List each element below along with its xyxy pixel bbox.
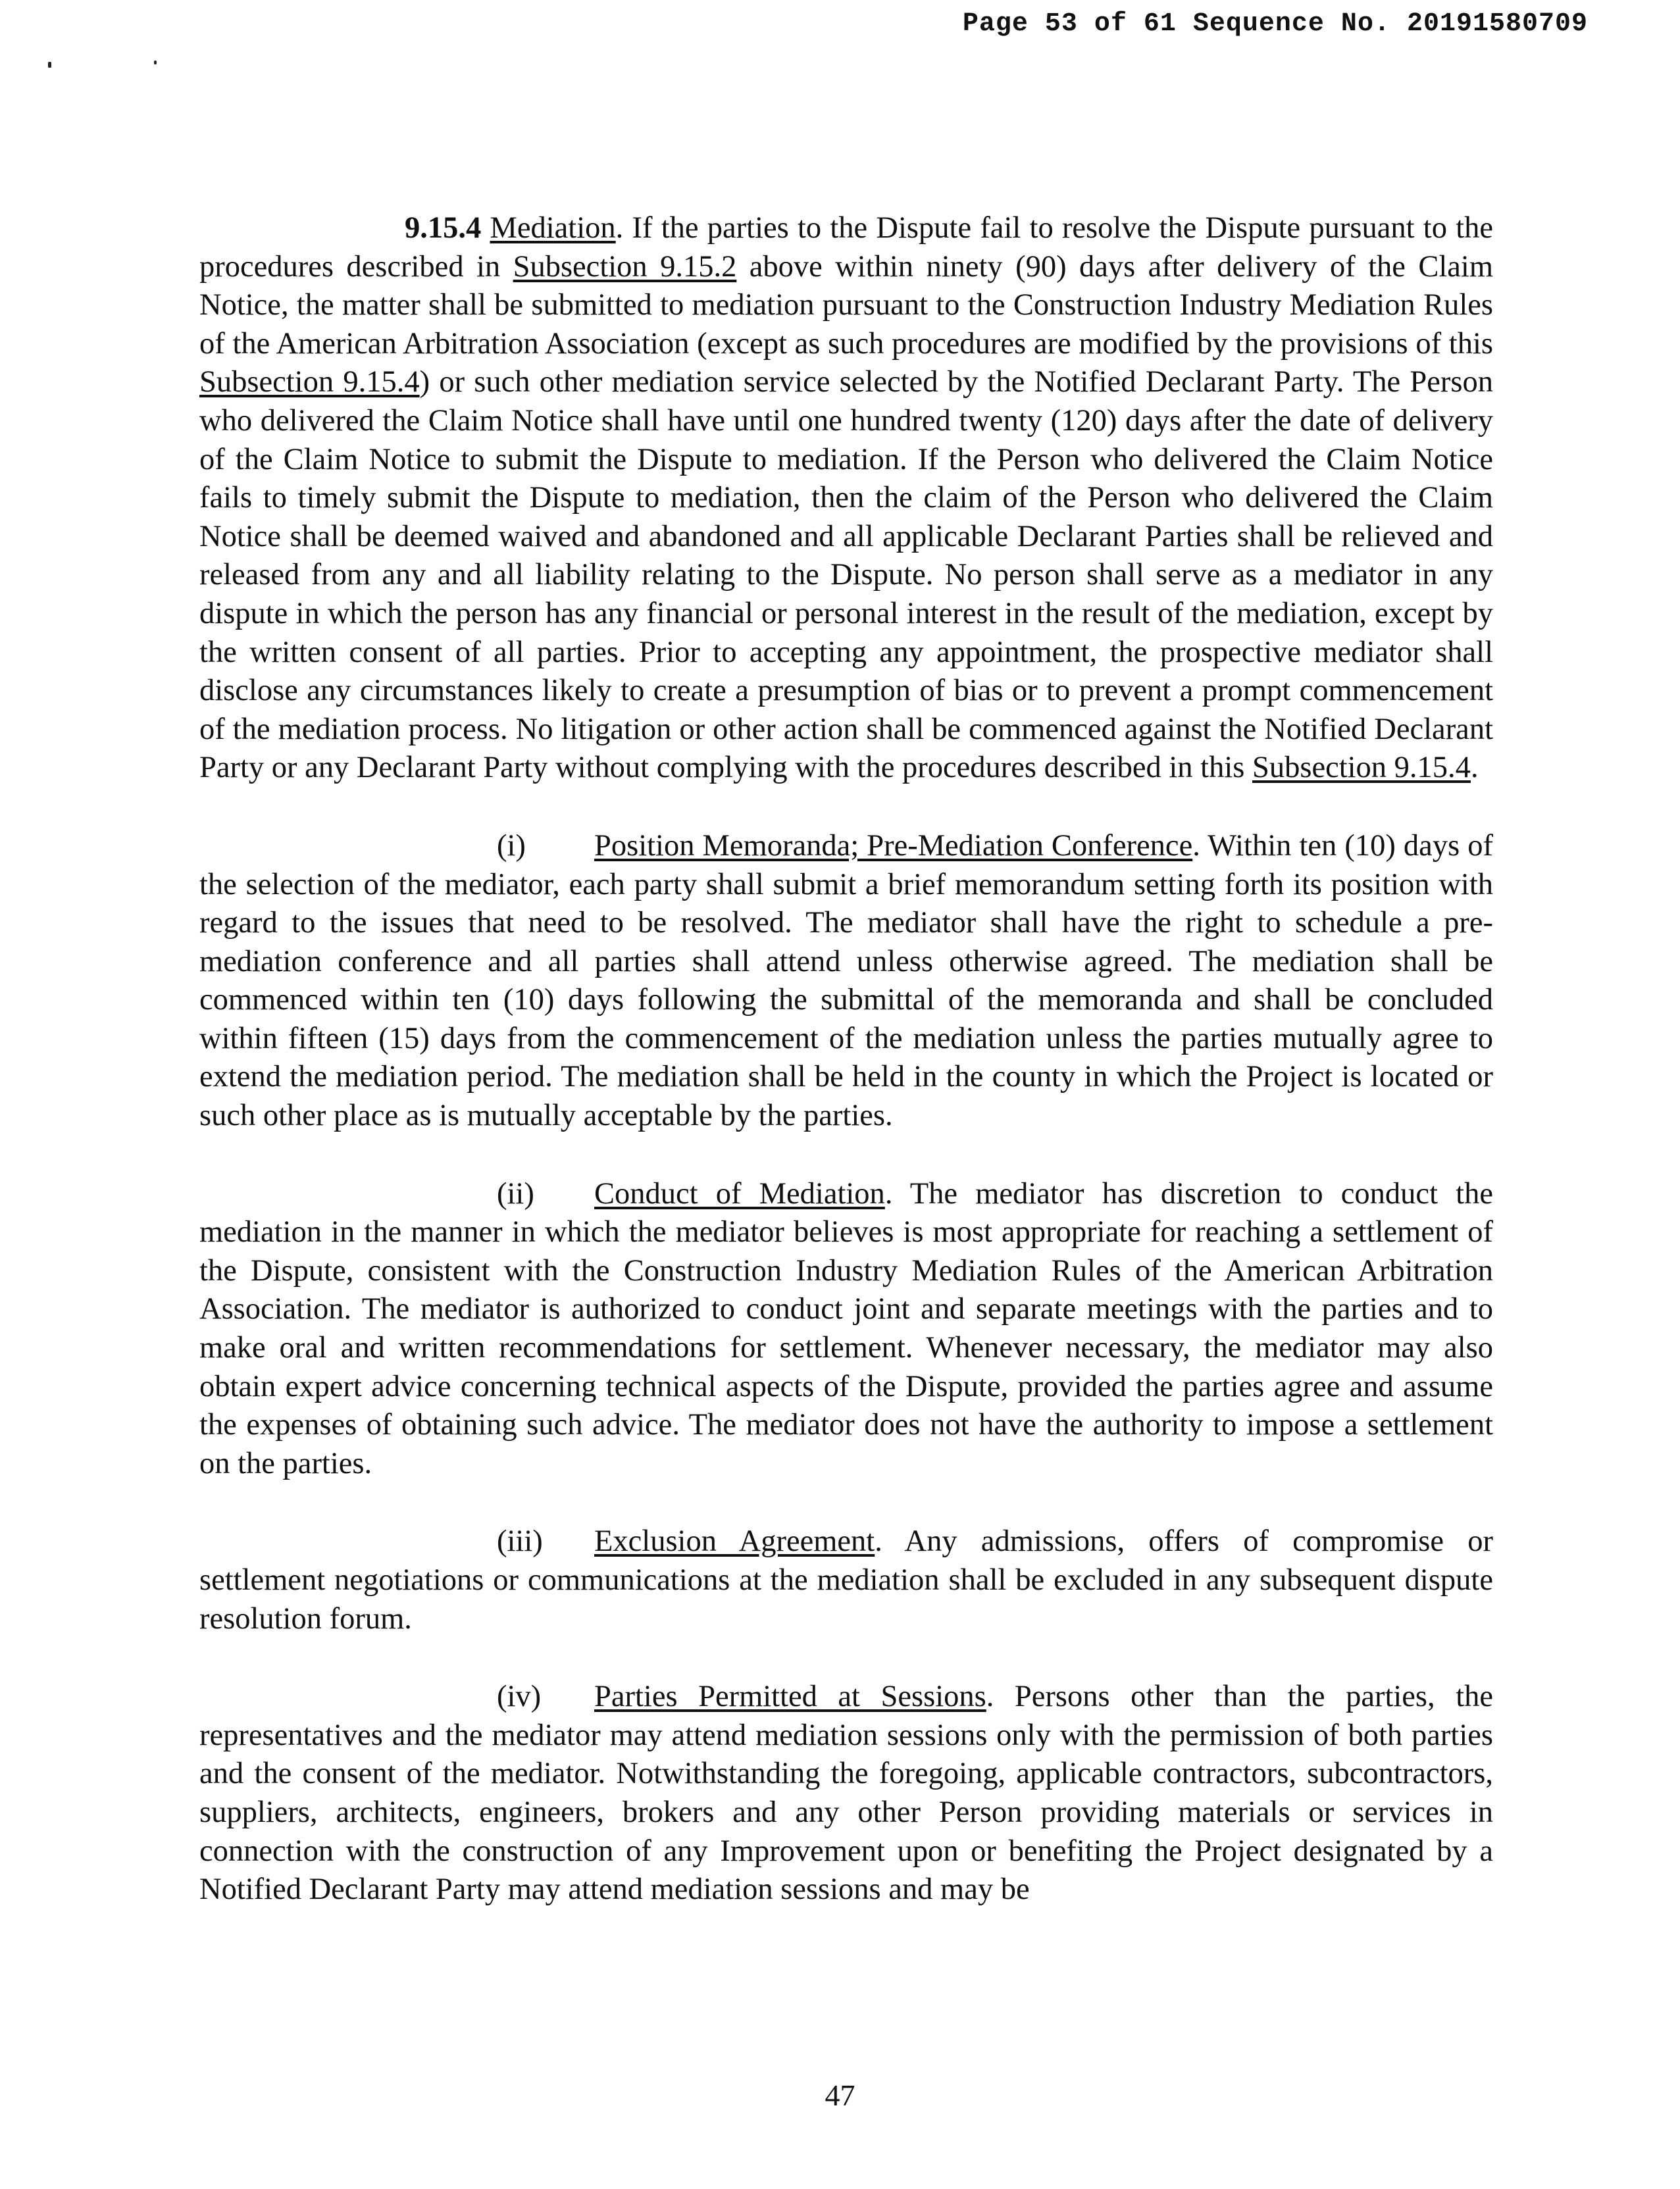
subsection-heading: Position Memoranda; Pre-Mediation Conference <box>594 828 1193 863</box>
section-number: 9.15.4 <box>405 211 482 245</box>
subsection-iv <box>199 1678 1493 1909</box>
section-heading: Mediation <box>490 211 616 245</box>
subsection-i <box>199 827 1493 1136</box>
section-text: ) or such other mediation service selected by the Notified Declarant Party. The Person who delivered the Claim Notice shall have until one hundred twenty (120) days after the date of delivery of the Claim Notice to submit the Dispute to mediation. If the Person who delivered the Claim Notice fails to timely submit the Dispute to mediation, then the claim of the Person who delivered the Claim Notice shall be deemed waived and abandoned and all applicable Declarant Parties shall be relieved and released from any and all liability relating to the Dispute. No person shall serve as a mediator in any dispute in which the person has any financial or personal interest in the result of the mediation, except by the written consent of all parties. Prior to accepting any appointment, the prospective mediator shall disclose any circumstances likely to create a presumption of bias or to prevent a prompt commencement of the mediation process. No litigation or other action shall be commenced against the Notified Declarant Party or any Declarant Party without complying with the procedures described in this <box>199 365 1493 785</box>
cross-reference: Subsection 9.15.4 <box>1252 751 1471 785</box>
cross-reference: Subsection 9.15.4 <box>199 365 420 399</box>
section-text: . <box>1470 751 1479 785</box>
subsection-number: (ii) <box>497 1176 534 1211</box>
document-body <box>199 209 1493 1949</box>
page-sequence-header: Page 53 of 61 Sequence No. 20191580709 <box>962 9 1588 39</box>
subsection-number: (iv) <box>497 1680 542 1714</box>
subsection-heading: Parties Permitted at Sessions <box>594 1680 986 1714</box>
subsection-heading: Conduct of Mediation <box>594 1176 885 1211</box>
subsection-text: . The mediator has discretion to conduct the mediation in the manner in which the mediator believes is most appropriate for reaching a settlement of the Dispute, consistent with the Construction Industry Mediation Rules of the American Arbitration Association. The mediator is authorized to conduct joint and separate meetings with the parties and to make oral and written recommendations for settlement. Whenever necessary, the mediator may also obtain expert advice concerning technical aspects of the Dispute, provided the parties agree and assume the expenses of obtaining such advice. The mediator does not have the authority to impose a settlement on the parties. <box>199 1176 1493 1480</box>
subsection-heading: Exclusion Agreement <box>594 1524 875 1559</box>
subsection-text: . Any admissions, offers of compromise or settlement negotiations or communications at the mediation shall be excluded in any subsequent dispute resolution forum. <box>199 1524 1493 1636</box>
section-9-15-4 <box>199 209 1493 788</box>
subsection-ii <box>199 1175 1493 1484</box>
subsection-number: (i) <box>497 828 526 863</box>
section-text: . If the parties to the Dispute fail to resolve the Dispute pursuant to the procedures described in <box>199 211 1494 284</box>
subsection-number: (iii) <box>497 1524 543 1559</box>
subsection-text: . Within ten (10) days of the selection of the mediator, each party shall submit a brief memorandum setting forth its position with regard to the issues that need to be resolved. The mediator shall have the right to schedule a pre-mediation conference and all parties shall attend unless otherwise agreed. The mediation shall be commenced within ten (10) days following the submittal of the memoranda and shall be concluded within fifteen (15) days from the commencement of the mediation unless the parties mutually agree to extend the mediation period. The mediation shall be held in the county in which the Project is located or such other place as is mutually acceptable by the parties. <box>199 828 1493 1133</box>
scan-speck <box>154 61 157 64</box>
cross-reference: Subsection 9.15.2 <box>513 249 737 284</box>
scan-speck <box>48 62 51 68</box>
page-number: 47 <box>825 2078 855 2112</box>
subsection-iii <box>199 1522 1493 1638</box>
section-text: above within ninety (90) days after delivery of the Claim Notice, the matter shall be submitted to mediation pursuant to the Construction Industry Mediation Rules of the American Arbitration Association (except as such procedures are modified by the provisions of this <box>199 249 1494 361</box>
subsection-text: . Persons other than the parties, the representatives and the mediator may attend mediation sessions only with the permission of both parties and the consent of the mediator. Notwithstanding the foregoing, applicable contractors, subcontractors, suppliers, architects, engineers, brokers and any other Person providing materials or services in connection with the construction of any Improvement upon or benefiting the Project designated by a Notified Declarant Party may attend mediation sessions and may be <box>199 1680 1493 1907</box>
